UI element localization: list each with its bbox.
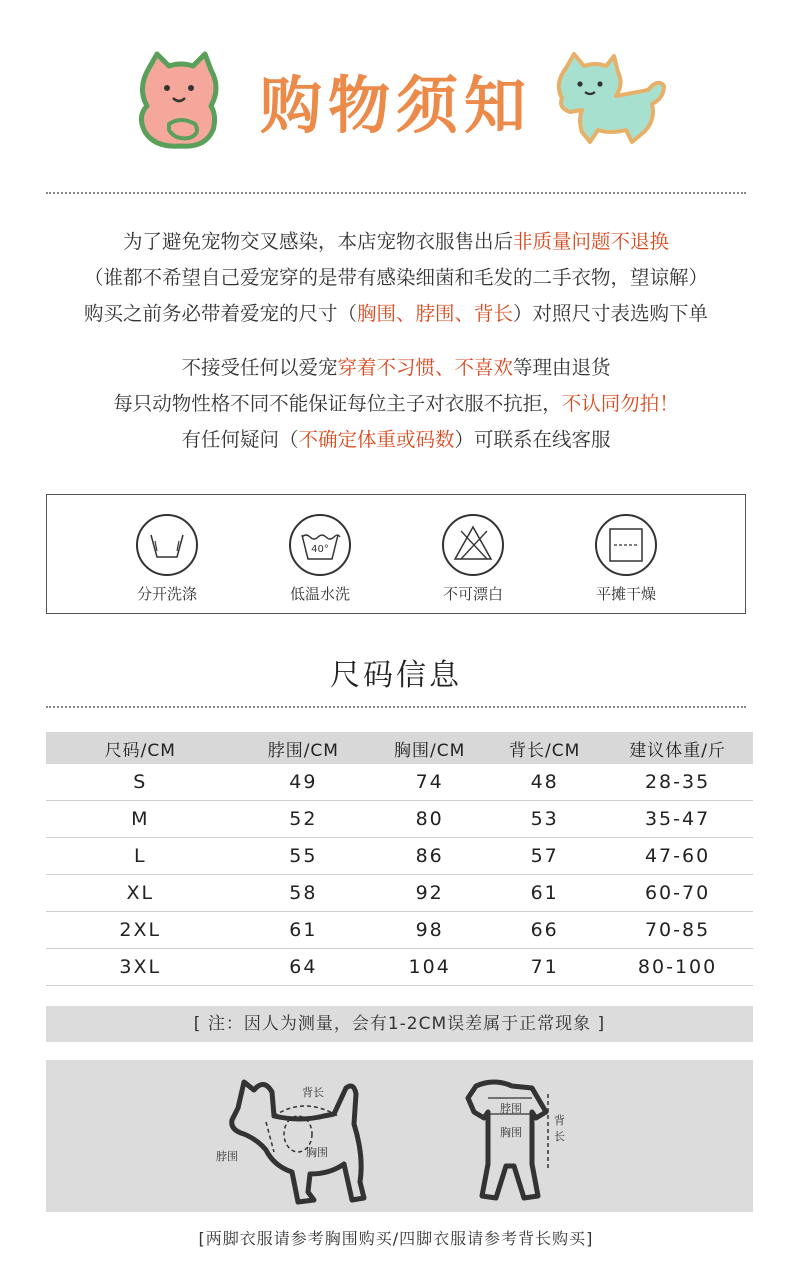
- weight-cell: 70-85: [644, 919, 711, 941]
- care-label: 平摊干燥: [595, 585, 656, 603]
- care-instructions-box: [46, 494, 746, 614]
- temperature-text: 40°: [311, 544, 329, 555]
- highlight-text: 穿着不习惯、不喜欢: [337, 356, 513, 379]
- care-item-separate-wash: [107, 513, 227, 604]
- care-label: 分开洗涤: [136, 585, 197, 603]
- no-bleach-icon: [441, 513, 505, 577]
- garment-chest-label: 胸围: [500, 1126, 522, 1139]
- size-cell: 2XL: [119, 919, 162, 941]
- neck-cell: 52: [289, 808, 318, 830]
- divider-top: [46, 192, 746, 194]
- size-cell: S: [133, 771, 148, 793]
- neck-cell: 49: [289, 771, 318, 793]
- table-row: [46, 875, 753, 912]
- garment-back-label-1: 背: [554, 1114, 565, 1127]
- size-cell: L: [133, 845, 147, 867]
- chest-cell: 86: [415, 845, 444, 867]
- back-cell: 48: [530, 771, 559, 793]
- weight-cell: 60-70: [644, 882, 711, 904]
- table-row: [46, 912, 753, 949]
- garment-back-label-2: 长: [554, 1130, 565, 1143]
- notice-line: 不接受任何以爱宠穿着不习惯、不喜欢等理由退货: [181, 356, 611, 379]
- weight-cell: 28-35: [644, 771, 711, 793]
- notice-paragraph-1: [0, 224, 792, 332]
- neck-cell: 58: [289, 882, 318, 904]
- dog-measure-icon: [214, 1064, 414, 1214]
- highlight-text: 非质量问题不退换: [513, 230, 670, 253]
- chest-cell: 92: [415, 882, 444, 904]
- column-header: 胸围/CM: [394, 740, 466, 761]
- measurement-diagram: [46, 1060, 753, 1212]
- weight-cell: 47-60: [644, 845, 711, 867]
- measurement-note: [ 注：因人为测量，会有1-2CM误差属于正常现象 ]: [46, 1006, 753, 1042]
- notice-line: 每只动物性格不同不能保证每位主子对衣服不抗拒，不认同勿拍！: [113, 392, 679, 415]
- care-label: 低温水洗: [289, 585, 350, 603]
- separate-wash-icon: [135, 513, 199, 577]
- notice-paragraph-2: [0, 350, 792, 458]
- size-section-title: 尺码信息: [330, 658, 462, 693]
- back-cell: 57: [530, 845, 559, 867]
- highlight-text: 胸围、脖围、背长: [356, 302, 513, 325]
- size-cell: XL: [126, 882, 155, 904]
- purchase-guide-note: [两脚衣服请参考胸围购买/四脚衣服请参考背长购买]: [198, 1229, 594, 1248]
- notice-line: 购买之前务必带着爱宠的尺寸（胸围、脖围、背长）对照尺寸表选购下单: [83, 302, 709, 325]
- care-item-low-temp-wash: [260, 513, 380, 604]
- size-cell: M: [131, 808, 150, 830]
- back-cell: 53: [530, 808, 559, 830]
- highlight-text: 不确定体重或码数: [298, 428, 455, 451]
- chest-cell: 74: [415, 771, 444, 793]
- header: [0, 40, 792, 160]
- notice-line: 有任何疑问（不确定体重或码数）可联系在线客服: [181, 428, 611, 451]
- weight-cell: 80-100: [637, 956, 718, 978]
- low-temp-wash-icon: [288, 513, 352, 577]
- dog-back-label: 背长: [302, 1086, 324, 1099]
- table-row: [46, 838, 753, 875]
- back-cell: 61: [530, 882, 559, 904]
- size-cell: 3XL: [119, 956, 162, 978]
- table-header: [46, 732, 753, 764]
- back-cell: 71: [530, 956, 559, 978]
- weight-cell: 35-47: [644, 808, 711, 830]
- table-row: [46, 764, 753, 801]
- neck-cell: 61: [289, 919, 318, 941]
- chest-cell: 98: [415, 919, 444, 941]
- highlight-text: 不认同勿拍！: [561, 392, 679, 415]
- dog-chest-label: 胸围: [306, 1146, 328, 1159]
- divider-size: [46, 706, 746, 708]
- neck-cell: 64: [289, 956, 318, 978]
- flat-dry-icon: [594, 513, 658, 577]
- neck-cell: 55: [289, 845, 318, 867]
- column-header: 脖围/CM: [267, 740, 339, 761]
- dog-neck-label: 脖围: [216, 1150, 238, 1163]
- care-item-flat-dry: [566, 513, 686, 604]
- column-header: 背长/CM: [509, 740, 581, 761]
- garment-neck-label: 脖围: [500, 1102, 522, 1115]
- table-row: [46, 801, 753, 838]
- chest-cell: 80: [415, 808, 444, 830]
- chest-cell: 104: [408, 956, 451, 978]
- column-header: 尺码/CM: [104, 740, 176, 761]
- care-item-no-bleach: [413, 513, 533, 604]
- column-header: 建议体重/斤: [629, 740, 726, 761]
- notice-line: 为了避免宠物交叉感染，本店宠物衣服售出后非质量问题不退换: [122, 230, 670, 253]
- notice-line: （谁都不希望自己爱宠穿的是带有感染细菌和毛发的二手衣物，望谅解）: [83, 266, 708, 289]
- care-label: 不可漂白: [442, 585, 503, 603]
- size-table: [46, 732, 753, 986]
- mint-cat-icon: [552, 50, 672, 145]
- table-row: [46, 949, 753, 986]
- garment-measure-icon: [436, 1068, 586, 1218]
- page-title: 购物须知: [259, 69, 532, 142]
- back-cell: 66: [530, 919, 559, 941]
